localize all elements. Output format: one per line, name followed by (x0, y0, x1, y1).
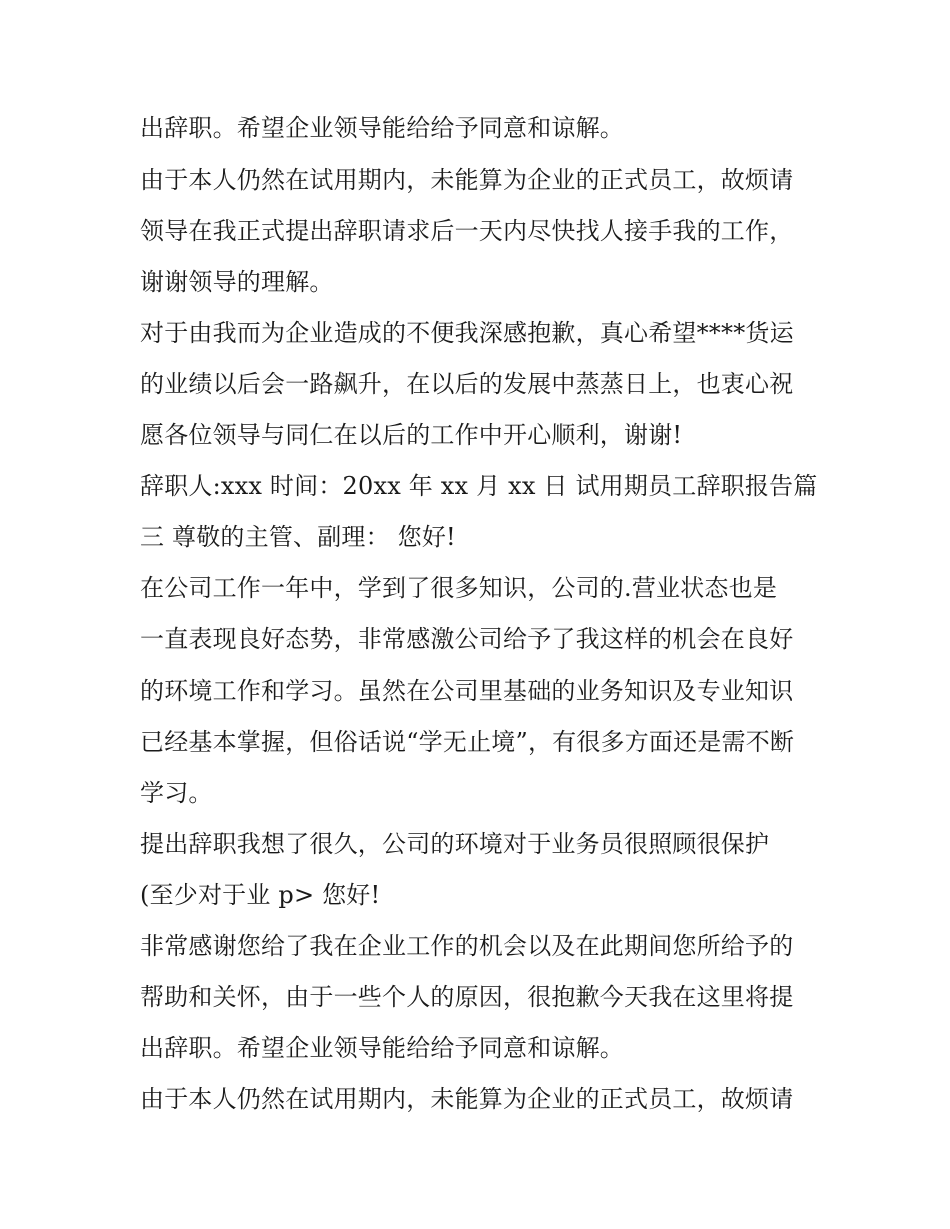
text-line: 愿各位领导与同仁在以后的工作中开心顺利，谢谢! (140, 421, 683, 449)
text-line: 辞职人:xxx 时间：20xx 年 xx 月 xx 日 试用期员工辞职报告篇 (140, 472, 818, 500)
text-line: 帮助和关怀，由于一些个人的原因，很抱歉今天我在这里将提 (140, 983, 794, 1011)
text-line: 的业绩以后会一路飙升，在以后的发展中蒸蒸日上，也衷心祝 (140, 370, 794, 398)
text-line: 学习。 (140, 779, 213, 807)
text-line: 一直表现良好态势，非常感激公司给予了我这样的机会在良好 (140, 625, 794, 653)
text-line: 谢谢领导的理解。 (140, 268, 334, 296)
text-line: 的环境工作和学习。虽然在公司里基础的业务知识及专业知识 (140, 677, 794, 705)
text-line: 已经基本掌握，但俗话说“学无止境”，有很多方面还是需不断 (140, 728, 795, 756)
text-line: 非常感谢您给了我在企业工作的机会以及在此期间您所给予的 (140, 932, 794, 960)
text-line: 由于本人仍然在试用期内，未能算为企业的正式员工，故烦请 (140, 1085, 794, 1113)
text-line: (至少对于业 p> 您好! (140, 881, 381, 909)
text-line: 出辞职。希望企业领导能给给予同意和谅解。 (140, 114, 624, 142)
text-line: 出辞职。希望企业领导能给给予同意和谅解。 (140, 1034, 624, 1062)
text-line: 提出辞职我想了很久，公司的环境对于业务员很照顾很保护 (140, 830, 770, 858)
text-line: 三 尊敬的主管、副理： 您好! (140, 523, 456, 551)
text-line: 对于由我而为企业造成的不便我深感抱歉，真心希望****货运 (140, 319, 794, 347)
text-line: 领导在我正式提出辞职请求后一天内尽快找人接手我的工作， (140, 217, 794, 245)
text-line: 在公司工作一年中，学到了很多知识，公司的.营业状态也是 (140, 574, 778, 602)
text-line: 由于本人仍然在试用期内，未能算为企业的正式员工，故烦请 (140, 166, 794, 194)
